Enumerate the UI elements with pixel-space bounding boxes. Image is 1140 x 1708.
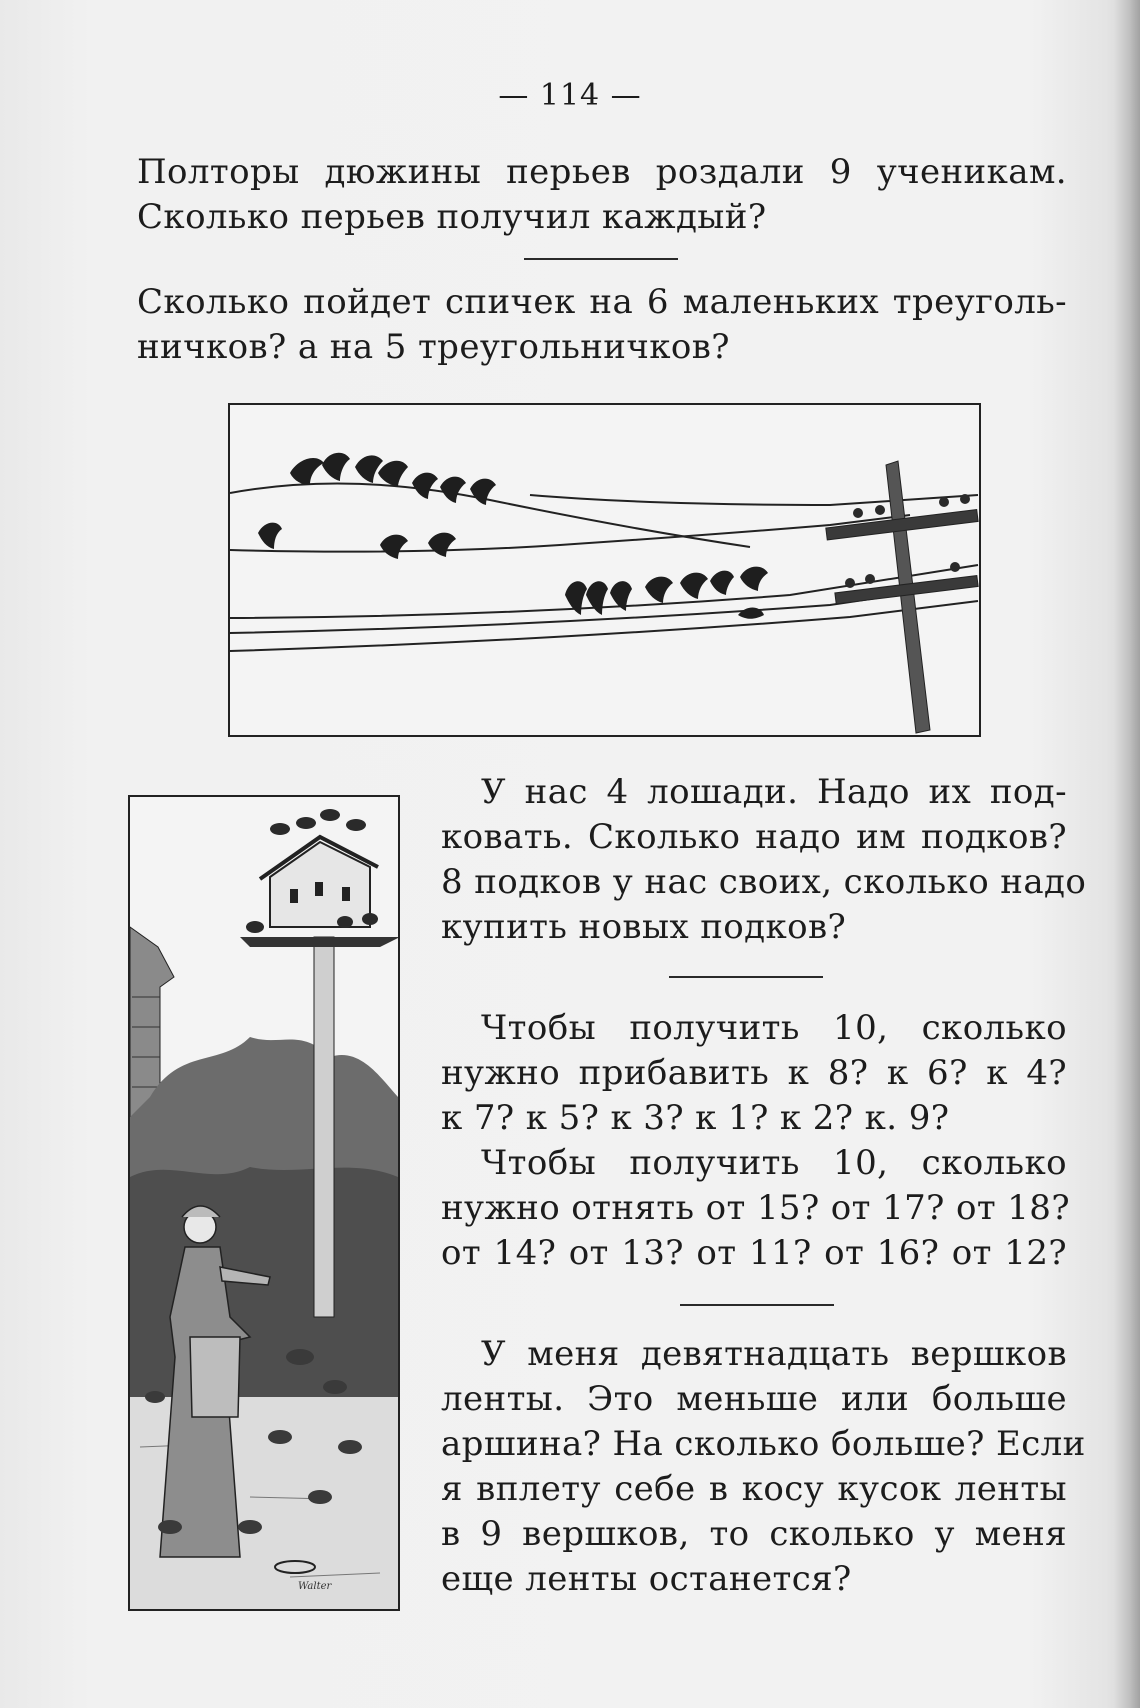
problem-3-line: купить новых подков? (441, 907, 847, 947)
birds-on-wires-drawing (230, 405, 979, 735)
problem-3-line: У нас 4 лошади. Надо их под- (481, 772, 1067, 812)
separator-rule (524, 258, 678, 260)
problem-2-line: ничков? а на 5 треугольничков? (137, 327, 730, 367)
problem-1-line: Сколько перьев получил каждый? (137, 197, 767, 237)
problem-4-line: к 7? к 5? к 3? к 1? к 2? к. 9? (441, 1098, 950, 1138)
problem-4-line: нужно прибавить к 8? к 6? к 4? (441, 1053, 1067, 1093)
dovecote-girl-drawing (130, 797, 398, 1609)
problem-5-line: от 14? от 13? от 11? от 16? от 12? (441, 1233, 1067, 1273)
problem-5 (441, 1141, 1070, 1276)
problem-4 (441, 1006, 1067, 1141)
problem-6-line: я вплету себе в косу кусок ленты (441, 1469, 1067, 1509)
page-number: — 114 — (498, 78, 642, 113)
problem-1-line: Полторы дюжины перьев роздали 9 ученикам. (137, 152, 1067, 192)
artist-signature: Walter (298, 1581, 332, 1592)
problem-3-line: ковать. Сколько надо им подков? (441, 817, 1067, 857)
problem-6-line: аршина? На сколько больше? Если (441, 1424, 1086, 1464)
problem-6 (441, 1332, 1086, 1602)
page-spine-shadow (1114, 0, 1140, 1708)
problem-1 (137, 150, 1067, 240)
birds-on-wires-illustration (228, 403, 981, 737)
dovecote-girl-illustration (128, 795, 400, 1611)
problem-2-line: Сколько пойдет спичек на 6 маленьких треуголь- (137, 282, 1067, 322)
problem-4-line: Чтобы получить 10, сколько (481, 1008, 1067, 1048)
problem-2 (137, 280, 1067, 370)
problem-6-line: ленты. Это меньше или больше (441, 1379, 1067, 1419)
problem-6-line: У меня девятнадцать вершков (481, 1334, 1067, 1374)
problem-6-line: еще ленты останется? (441, 1559, 852, 1599)
separator-rule (680, 1304, 834, 1306)
separator-rule (669, 976, 823, 978)
problem-3 (441, 770, 1087, 950)
problem-5-line: Чтобы получить 10, сколько (481, 1143, 1067, 1183)
problem-3-line: 8 подков у нас своих, сколько надо (441, 862, 1087, 902)
problem-5-line: нужно отнять от 15? от 17? от 18? (441, 1188, 1070, 1228)
problem-6-line: в 9 вершков, то сколько у меня (441, 1514, 1067, 1554)
